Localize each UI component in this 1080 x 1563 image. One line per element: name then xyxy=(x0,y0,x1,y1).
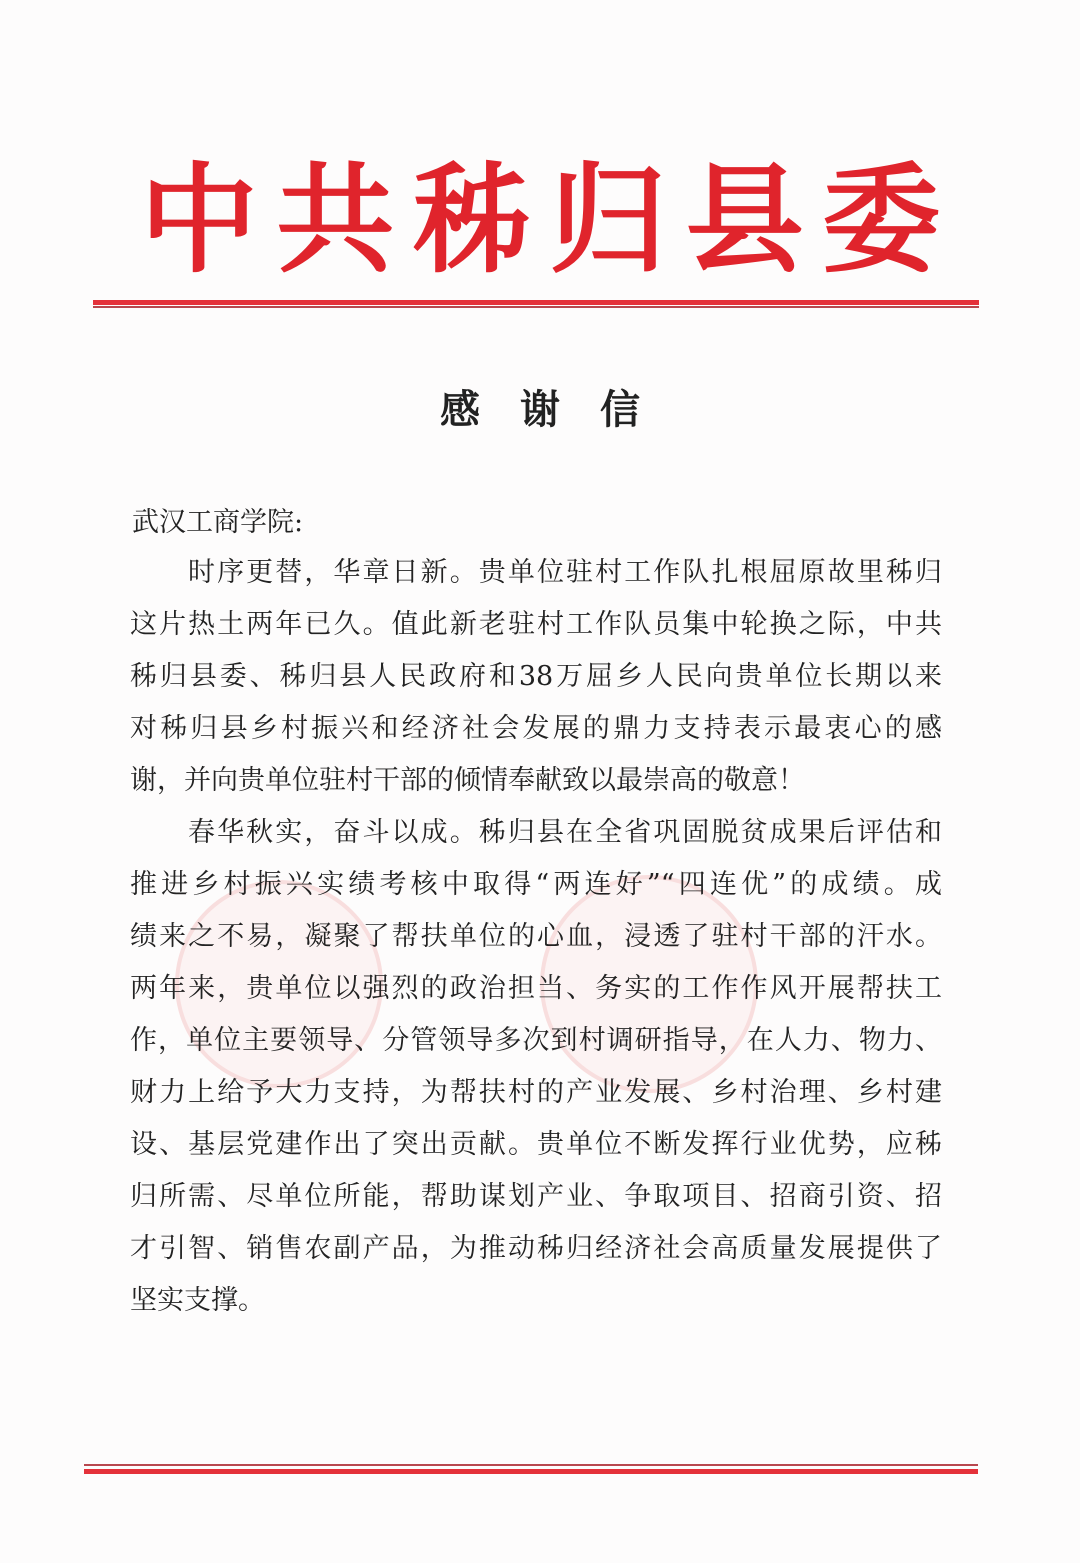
text-line: 才引智、销售农副产品，为推动秭归经济社会高质量发展提供了 xyxy=(130,1233,942,1264)
text-line: 两年来，贵单位以强烈的政治担当、务实的工作作风开展帮扶工 xyxy=(130,973,942,1004)
letterhead-char: 秭 xyxy=(412,151,531,289)
text-line: 这片热土两年已久。值此新老驻村工作队员集中轮换之际，中共 xyxy=(130,609,942,640)
text-line: 春华秋实，奋斗以成。秭归县在全省巩固脱贫成果后评估和 xyxy=(188,817,942,848)
letterhead-char: 中 xyxy=(140,151,259,289)
header-red-rule xyxy=(93,300,979,305)
text-line: 财力上给予大力支持，为帮扶村的产业发展、乡村治理、乡村建 xyxy=(130,1077,942,1108)
text-line: 推进乡村振兴实绩考核中取得“两连好”“四连优”的成绩。成 xyxy=(130,869,942,900)
text-line: 坚实支撑。 xyxy=(130,1285,265,1316)
letterhead-char: 县 xyxy=(685,151,804,289)
text-line: 时序更替，华章日新。贵单位驻村工作队扎根屈原故里秭归 xyxy=(188,557,942,588)
text-line: 秭归县委、秭归县人民政府和38万屈乡人民向贵单位长期以来 xyxy=(130,661,942,692)
text-line: 归所需、尽单位所能，帮助谋划产业、争取项目、招商引资、招 xyxy=(130,1181,942,1212)
footer-red-rule xyxy=(84,1469,978,1474)
header-thin-rule xyxy=(93,306,979,308)
letter-body xyxy=(130,547,942,1327)
text-line: 作，单位主要领导、分管领导多次到村调研指导，在人力、物力、 xyxy=(130,1025,942,1056)
letterhead-char: 委 xyxy=(821,151,940,289)
text-line: 绩来之不易，凝聚了帮扶单位的心血，浸透了驻村干部的汗水。 xyxy=(130,921,942,952)
paragraph-2 xyxy=(130,807,942,1327)
letter-title: 感谢信 xyxy=(440,386,680,433)
footer-thin-rule xyxy=(84,1464,978,1466)
text-line: 对秭归县乡村振兴和经济社会发展的鼎力支持表示最衷心的感 xyxy=(130,713,942,744)
letterhead-title xyxy=(140,140,940,289)
letterhead-char: 归 xyxy=(549,151,668,289)
text-line: 谢，并向贵单位驻村干部的倾情奉献致以最崇高的敬意！ xyxy=(130,765,805,796)
text-line: 设、基层党建作出了突出贡献。贵单位不断发挥行业优势，应秭 xyxy=(130,1129,942,1160)
paragraph-1 xyxy=(130,547,942,807)
letter-greeting: 武汉工商学院: xyxy=(132,507,304,538)
letterhead-char: 共 xyxy=(276,151,395,289)
